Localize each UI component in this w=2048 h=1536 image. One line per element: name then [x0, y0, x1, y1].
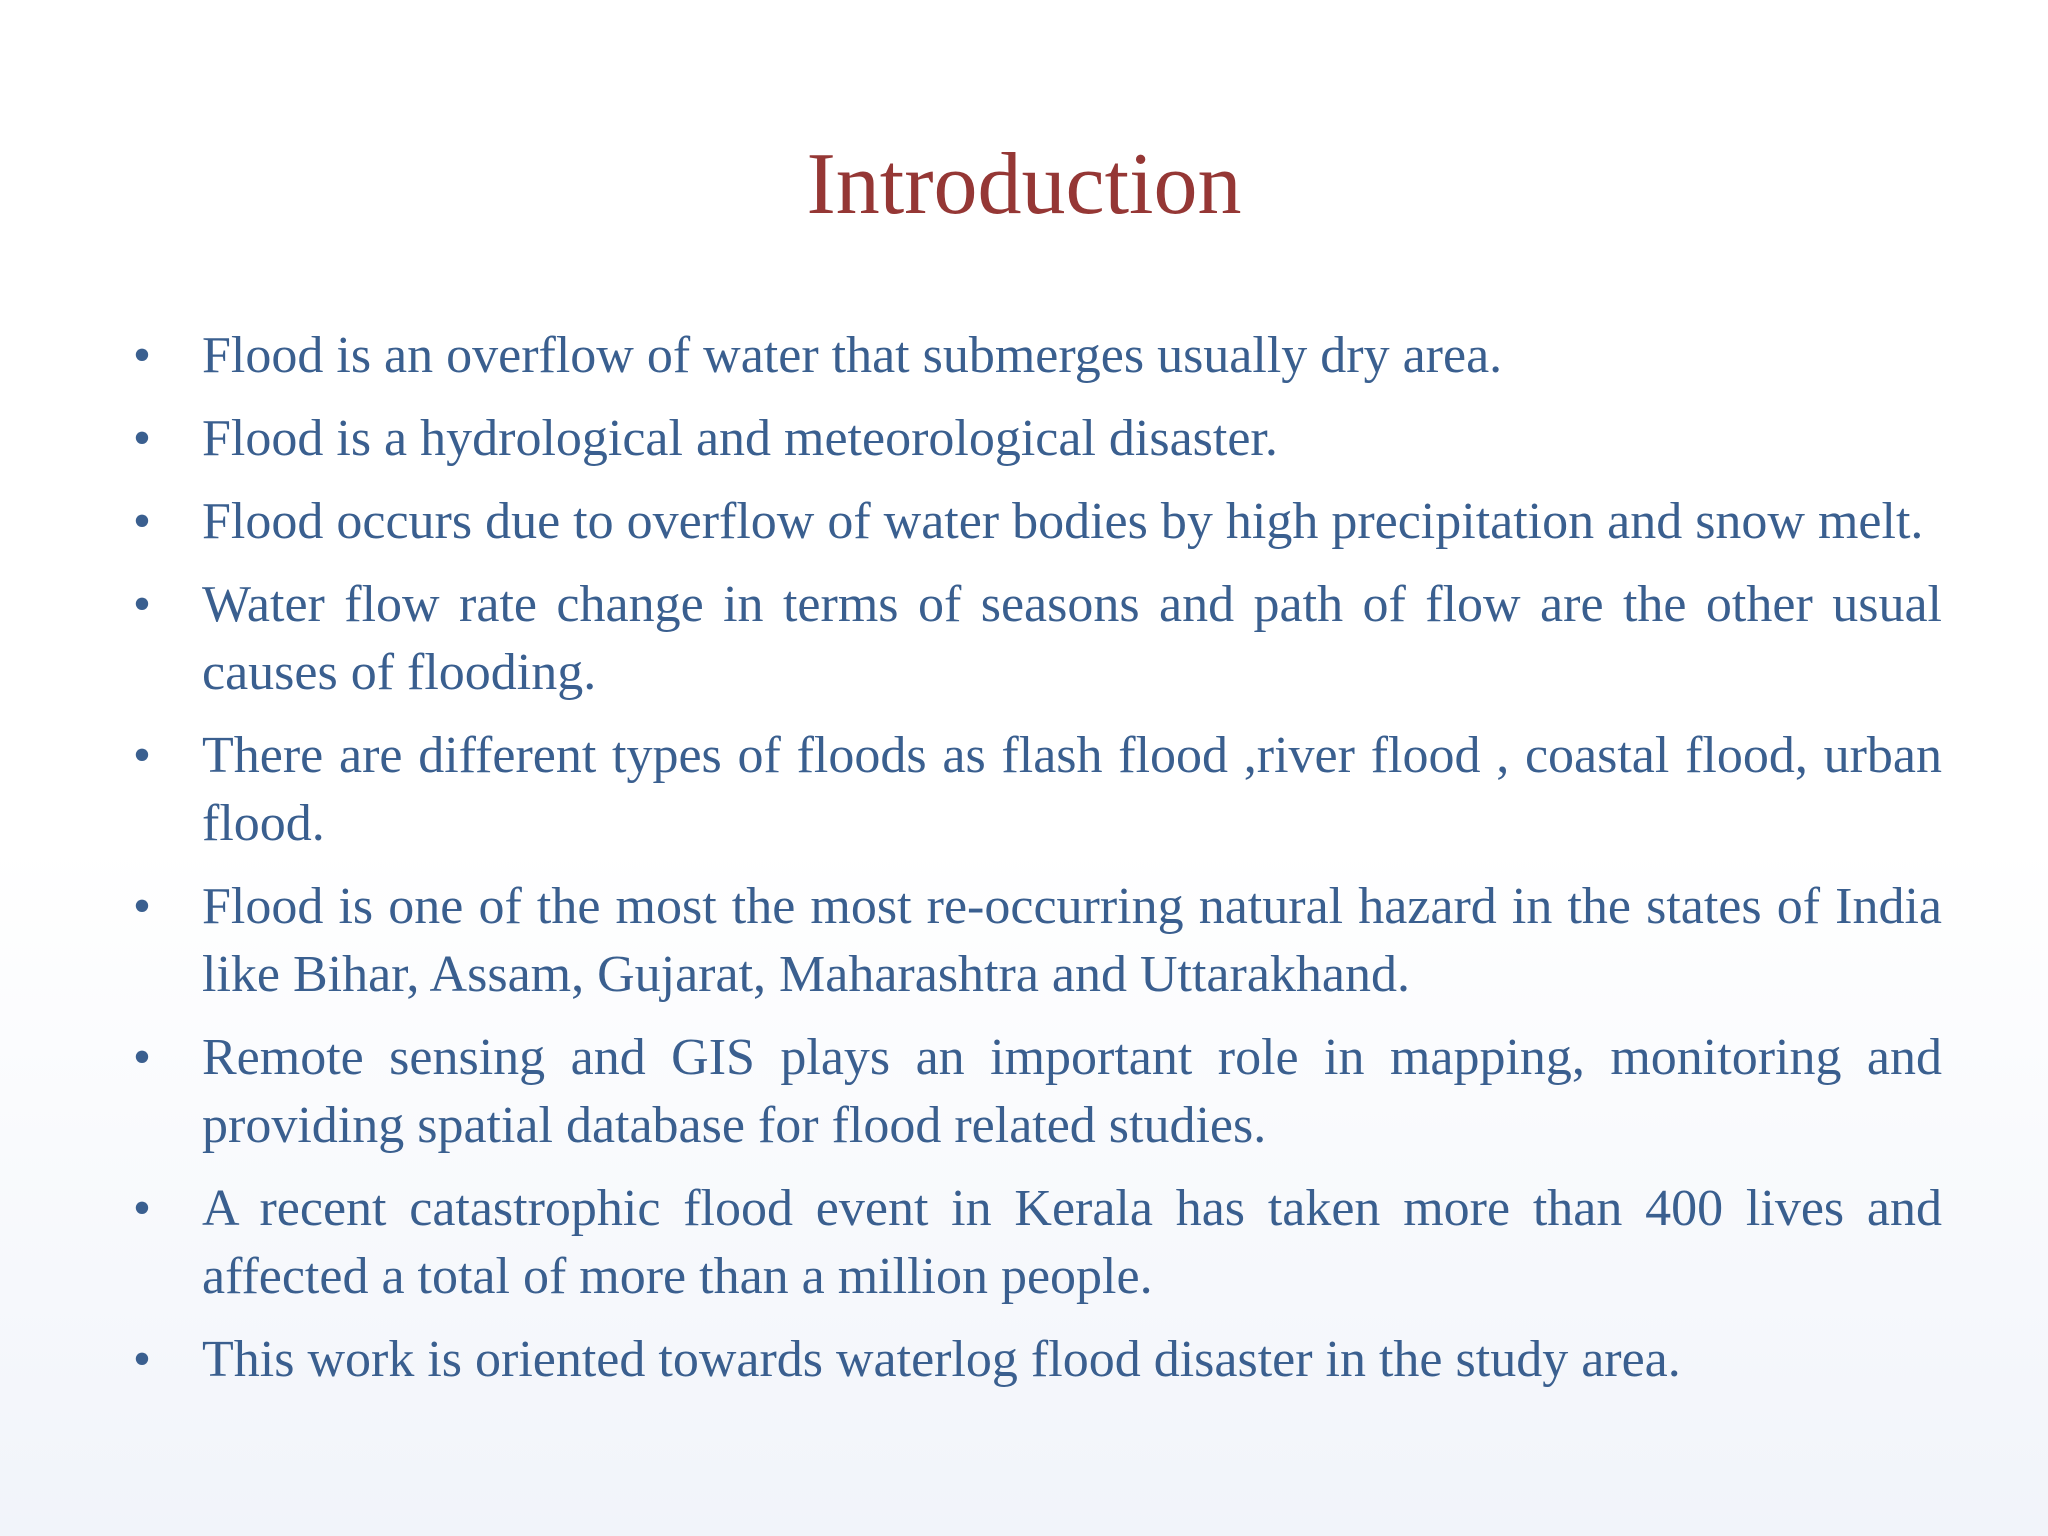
bullet-item: [122, 322, 1942, 390]
bullet-text: Flood is a hydrological and meteorological disaster.: [202, 410, 1278, 467]
bullet-text: This work is oriented towards waterlog flood disaster in the study area.: [202, 1331, 1681, 1388]
bullet-dot-icon: •: [132, 1331, 152, 1388]
bullet-item: [122, 722, 1942, 858]
bullet-dot-icon: •: [132, 327, 152, 384]
bullet-item: [122, 873, 1942, 1009]
bullet-text: Water flow rate change in terms of seasons and path of flow are the other usual causes of flooding.: [202, 576, 1942, 701]
bullet-item: [122, 1024, 1942, 1160]
bullet-item: [122, 571, 1942, 707]
slide-title: Introduction: [806, 136, 1242, 233]
bullet-item: [122, 405, 1942, 473]
bullet-list: [122, 322, 1942, 1409]
bullet-text: Flood occurs due to overflow of water bodies by high precipitation and snow melt.: [202, 493, 1924, 550]
bullet-dot-icon: •: [132, 1029, 152, 1086]
bullet-text: Flood is an overflow of water that submerges usually dry area.: [202, 327, 1503, 384]
bullet-text: Flood is one of the most the most re-occurring natural hazard in the states of India like Bihar, Assam, Gujarat, Maharashtra and Uttarakhand.: [202, 878, 1942, 1003]
bullet-text: Remote sensing and GIS plays an important role in mapping, monitoring and providing spatial database for flood related studies.: [202, 1029, 1942, 1154]
bullet-text: A recent catastrophic flood event in Kerala has taken more than 400 lives and affected a total of more than a million people.: [202, 1180, 1942, 1305]
bullet-item: [122, 1175, 1942, 1311]
bullet-dot-icon: •: [132, 878, 152, 935]
bullet-dot-icon: •: [132, 1180, 152, 1237]
bullet-dot-icon: •: [132, 727, 152, 784]
bullet-item: [122, 1326, 1942, 1394]
bullet-item: [122, 488, 1942, 556]
bullet-text: There are different types of floods as flash flood ,river flood , coastal flood, urban flood.: [202, 727, 1942, 852]
bullet-dot-icon: •: [132, 410, 152, 467]
bullet-dot-icon: •: [132, 493, 152, 550]
bullet-dot-icon: •: [132, 576, 152, 633]
